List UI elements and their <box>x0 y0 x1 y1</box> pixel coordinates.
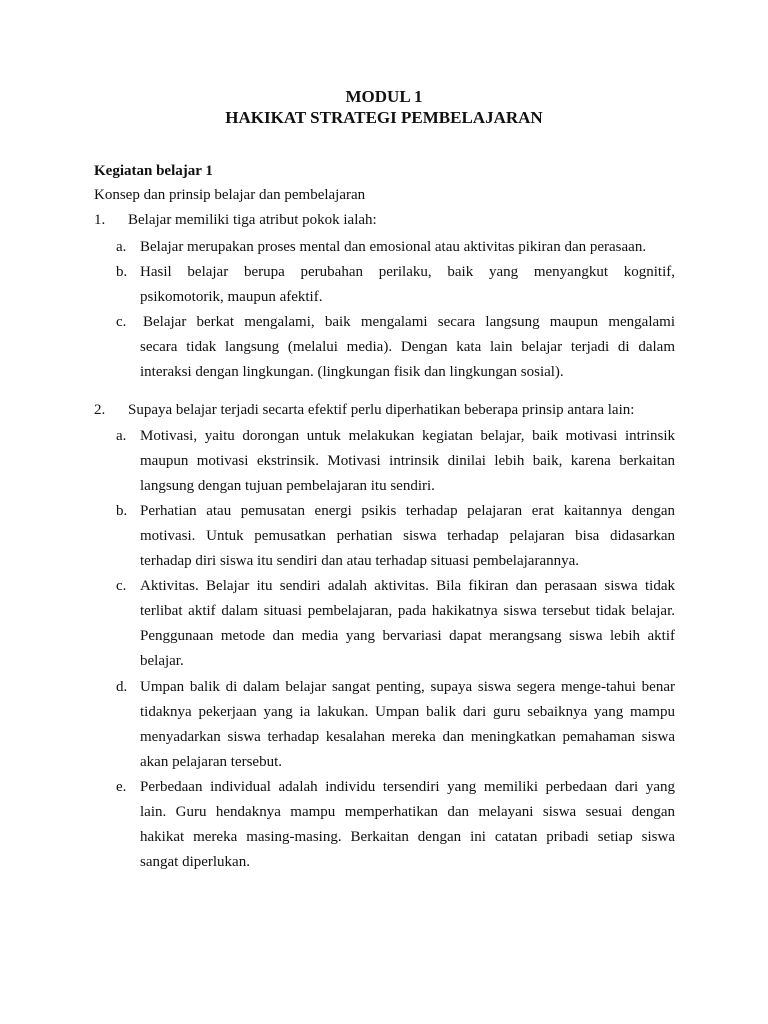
point-1-item-c-line: Belajar berkat mengalami, baik mengalami secara langsung maupun mengalami <box>143 314 675 330</box>
point-2-item-c-line: Penggunaan metode dan media yang bervariasi dapat merangsang siswa lebih aktif <box>140 628 675 644</box>
point-2-item-d-line: akan pelajaran tersebut. <box>140 754 283 770</box>
point-1-item-a-line: Belajar merupakan proses mental dan emosional atau aktivitas pikiran dan perasaan. <box>140 239 647 255</box>
point-2-item-d-line: Umpan balik di dalam belajar sangat penting, supaya siswa segera menge-tahui benar <box>140 679 675 695</box>
intro-line: Konsep dan prinsip belajar dan pembelajaran <box>94 187 366 203</box>
point-2-item-c-line: Aktivitas. Belajar itu sendiri adalah aktivitas. Bila fikiran dan perasaan siswa tidak <box>140 578 675 594</box>
point-1-item-b-letter: b. <box>116 264 128 280</box>
point-1-item-c-line: secara tidak langsung (melalui media). Dengan kata lain belajar terjadi di dalam <box>140 339 675 355</box>
point-2-item-b-line: motivasi. Untuk pemusatkan perhatian siswa terhadap pelajaran bisa didasarkan <box>140 528 675 544</box>
point-2-item-a-line: langsung dengan tujuan pembelajaran itu sendiri. <box>140 478 435 494</box>
point-2-item-e-line: sangat diperlukan. <box>140 854 250 870</box>
point-1-item-b-line: psikomotorik, maupun afektif. <box>140 289 323 305</box>
point-1-item-c-line: interaksi dengan lingkungan. (lingkungan fisik dan lingkungan sosial). <box>140 364 564 380</box>
point-2-item-d-line: tidaknya pekerjaan yang ia lakukan. Umpan balik dari guru sebaiknya yang mampu <box>140 704 675 720</box>
point-2-number: 2. <box>94 402 106 418</box>
point-1-item-a-letter: a. <box>116 239 127 255</box>
point-2-item-e-line: Perbedaan individual adalah individu tersendiri yang memiliki perbedaan dari yang <box>140 779 675 795</box>
point-2-item-e-line: hakikat mereka masing-masing. Berkaitan dengan ini catatan pribadi setiap siswa <box>140 829 675 845</box>
point-1-item-c-letter: c. <box>116 314 127 330</box>
point-2-item-c-line: belajar. <box>140 653 184 669</box>
point-2-item-b-line: Perhatian atau pemusatan energi psikis terhadap pelajaran erat kaitannya dengan <box>140 503 675 519</box>
point-2-item-d-line: menyadarkan siswa terhadap kesalahan mereka dan meningkatkan pemahaman siswa <box>140 729 675 745</box>
point-1-item-b-line: Hasil belajar berupa perubahan perilaku, baik yang menyangkut kognitif, <box>140 264 675 280</box>
point-2-item-c-letter: c. <box>116 578 127 594</box>
module-subtitle: HAKIKAT STRATEGI PEMBELAJARAN <box>225 108 543 127</box>
point-2-text: Supaya belajar terjadi secarta efektif perlu diperhatikan beberapa prinsip antara lain: <box>128 402 635 418</box>
point-2-item-d-letter: d. <box>116 679 128 695</box>
point-1-number: 1. <box>94 212 106 228</box>
point-2-item-b-line: terhadap diri siswa itu sendiri dan atau terhadap situasi pembelajarannya. <box>140 553 580 569</box>
point-2-item-e-line: lain. Guru hendaknya mampu memperhatikan dan melayani siswa sesuai dengan <box>140 804 675 820</box>
section-heading: Kegiatan belajar 1 <box>94 163 213 179</box>
point-1-text: Belajar memiliki tiga atribut pokok ialah: <box>128 212 377 228</box>
point-2-item-b-letter: b. <box>116 503 128 519</box>
point-2-item-e-letter: e. <box>116 779 127 795</box>
point-2-item-c-line: terlibat aktif dalam situasi pembelajaran, pada hakikatnya siswa tersebut tidak belajar. <box>140 603 675 619</box>
point-2-item-a-letter: a. <box>116 428 127 444</box>
module-title: MODUL 1 <box>345 87 423 106</box>
point-2-item-a-line: Motivasi, yaitu dorongan untuk melakukan kegiatan belajar, baik motivasi intrinsik <box>140 428 675 444</box>
point-2-item-a-line: maupun motivasi ekstrinsik. Motivasi intrinsik dinilai lebih baik, karena berkaitan <box>140 453 675 469</box>
